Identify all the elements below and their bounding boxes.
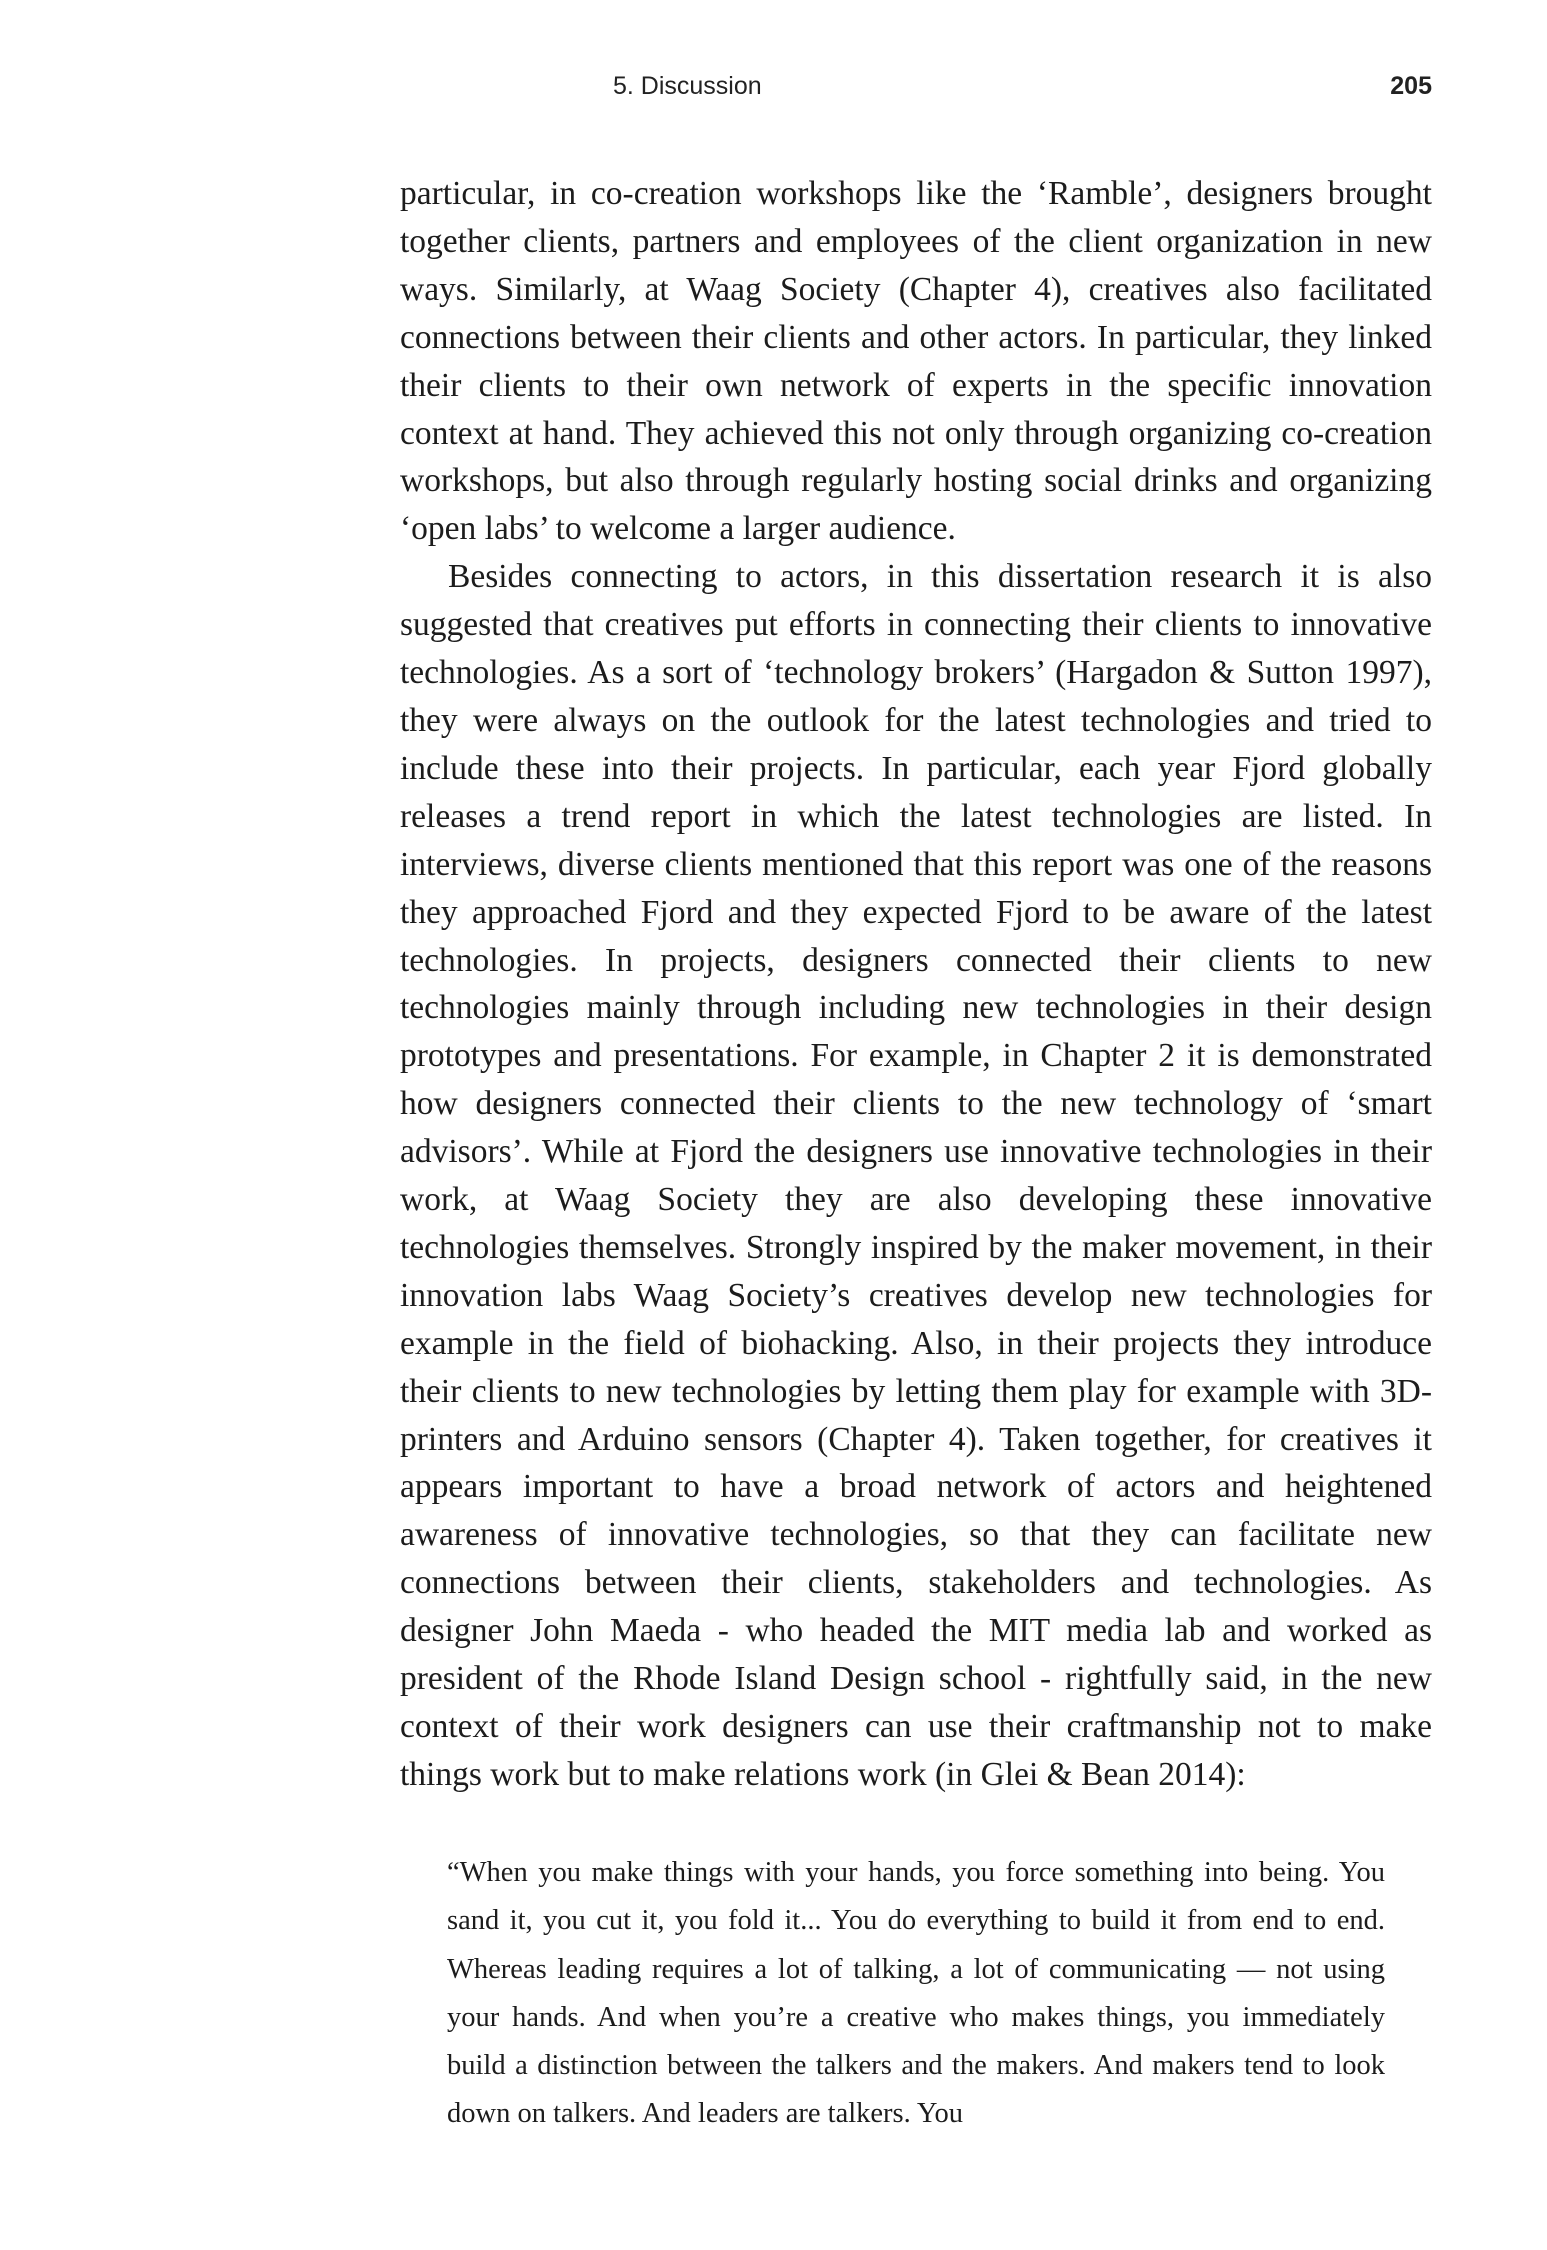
page-number: 205	[1390, 72, 1432, 100]
paragraph-continued: particular, in co-creation workshops like the ‘Ramble’, designers brought together clients, partners and employees of the client organization in new ways. Similarly, at Waag Society (Chapter 4), creatives also facilitated connections between their clients and other actors. In particular, they linked their clients to their own network of experts in the specific innovation context at hand. They achieved this not only through organizing co-creation workshops, but also through regularly hosting social drinks and organizing ‘open labs’ to welcome a larger audience.	[400, 175, 1432, 548]
section-title: 5. Discussion	[613, 72, 762, 100]
block-quote-maeda: “When you make things with your hands, you force something into being. You sand it, you cut it, you fold it... You do everything to build it from end to end. Whereas leading requires a lot of talking, a lot of communicating — not using your hands. And when you’re a creative who makes things, you immediately build a distinction between the talkers and the makers. And makers tend to look down on talkers. And leaders are talkers. You	[447, 1857, 1385, 2130]
body-text	[400, 170, 1432, 1799]
paragraph-technology-brokers: Besides connecting to actors, in this dissertation research it is also suggested that creatives put efforts in connecting their clients to innovative technologies. As a sort of ‘technology brokers’ (Hargadon & Sutton 1997), they were always on the outlook for the latest technologies and tried to include these into their projects. In particular, each year Fjord globally releases a trend report in which the latest technologies are listed. In interviews, diverse clients mentioned that this report was one of the reasons they approached Fjord and they expected Fjord to be aware of the latest technologies. In projects, designers connected their clients to new technologies mainly through including new technologies in their design prototypes and presentations. For example, in Chapter 2 it is demonstrated how designers connected their clients to the new technology of ‘smart advisors’. While at Fjord the designers use innovative technologies in their work, at Waag Society they are also developing these innovative technologies themselves. Strongly inspired by the maker movement, in their innovation labs Waag Society’s creatives develop new technologies for example in the field of biohacking. Also, in their projects they introduce their clients to new technologies by letting them play for example with 3D-printers and Arduino sensors (Chapter 4). Taken together, for creatives it appears important to have a broad network of actors and heightened awareness of innovative technologies, so that they can facilitate new connections between their clients, stakeholders and technologies. As designer John Maeda - who headed the MIT media lab and worked as president of the Rhode Island Design school - rightfully said, in the new context of their work designers can use their craftmanship not to make things work but to make relations work (in Glei & Bean 2014):	[400, 558, 1432, 1793]
running-header	[400, 66, 1432, 106]
